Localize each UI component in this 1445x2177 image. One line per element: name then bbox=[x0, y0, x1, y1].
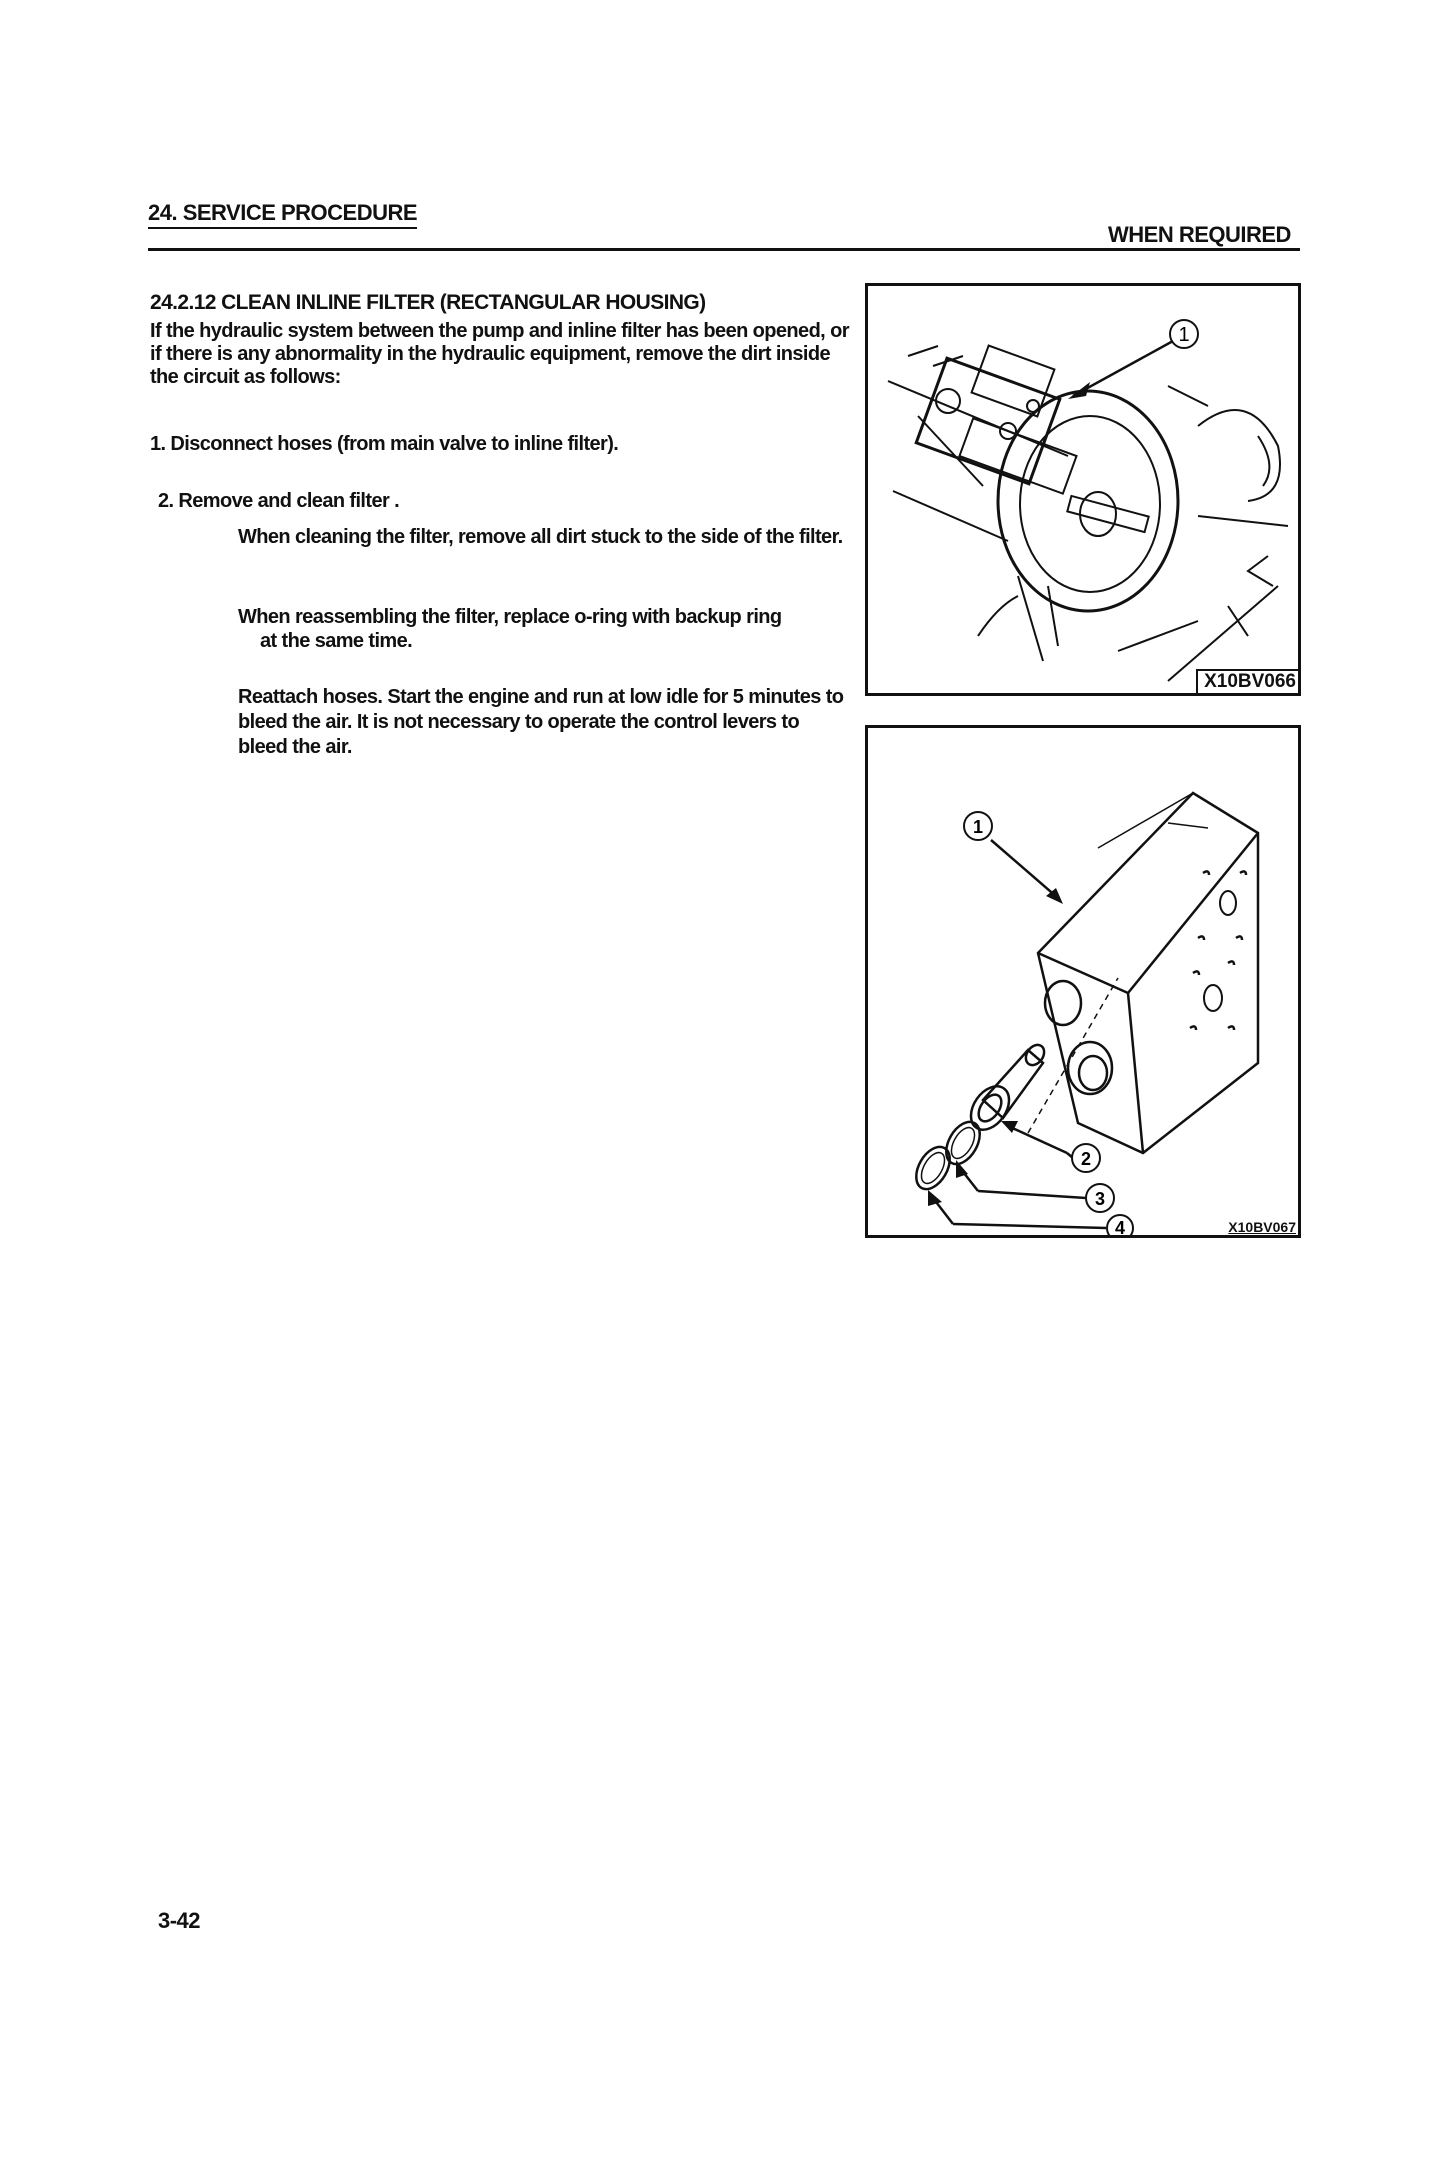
intro-paragraph: If the hydraulic system between the pump and inline filter has been opened, or if there is any abnormality in the hydraulic equipment, remove the dirt inside the circuit as follows: bbox=[150, 320, 849, 388]
callout-arrowhead bbox=[1068, 382, 1090, 399]
page-number: 3-42 bbox=[158, 1908, 201, 1933]
category-header: WHEN REQUIRED bbox=[1108, 222, 1291, 247]
figure-pump-location bbox=[865, 283, 1301, 696]
reassembly-line-1: When reassembling the filter, replace o-ring with backup ring bbox=[238, 606, 782, 628]
step-2-note-reassembly bbox=[238, 605, 853, 653]
procedure-title: 24.2.12 CLEAN INLINE FILTER (RECTANGULAR HOUSING) bbox=[150, 291, 706, 314]
callout-3-label: 3 bbox=[1094, 1189, 1106, 1209]
step-2-note-cleaning: When cleaning the filter, remove all dirt stuck to the side of the filter. bbox=[238, 526, 843, 548]
header-rule bbox=[148, 248, 1300, 251]
callout-1-label: 1 bbox=[972, 817, 984, 837]
filter-housing-illustration bbox=[868, 728, 1298, 1235]
callout-1-label: 1 bbox=[1178, 324, 1190, 346]
section-header: 24. SERVICE PROCEDURE bbox=[148, 200, 417, 229]
callout-2-label: 2 bbox=[1080, 1149, 1092, 1169]
step-1: 1. Disconnect hoses (from main valve to inline filter). bbox=[150, 433, 619, 455]
reassembly-line-2: at the same time. bbox=[260, 630, 413, 652]
step-2: 2. Remove and clean filter . bbox=[158, 490, 400, 512]
pump-illustration bbox=[868, 286, 1298, 693]
figure-code-1: X10BV066 bbox=[1196, 669, 1298, 693]
figure-filter-exploded bbox=[865, 725, 1301, 1238]
callout-4-label: 4 bbox=[1114, 1218, 1126, 1235]
figure-code-2: X10BV067 bbox=[1222, 1219, 1298, 1235]
final-note: Reattach hoses. Start the engine and run at low idle for 5 minutes to bleed the air. It is not necessary to operate the control levers to bleed the air. bbox=[238, 686, 844, 758]
